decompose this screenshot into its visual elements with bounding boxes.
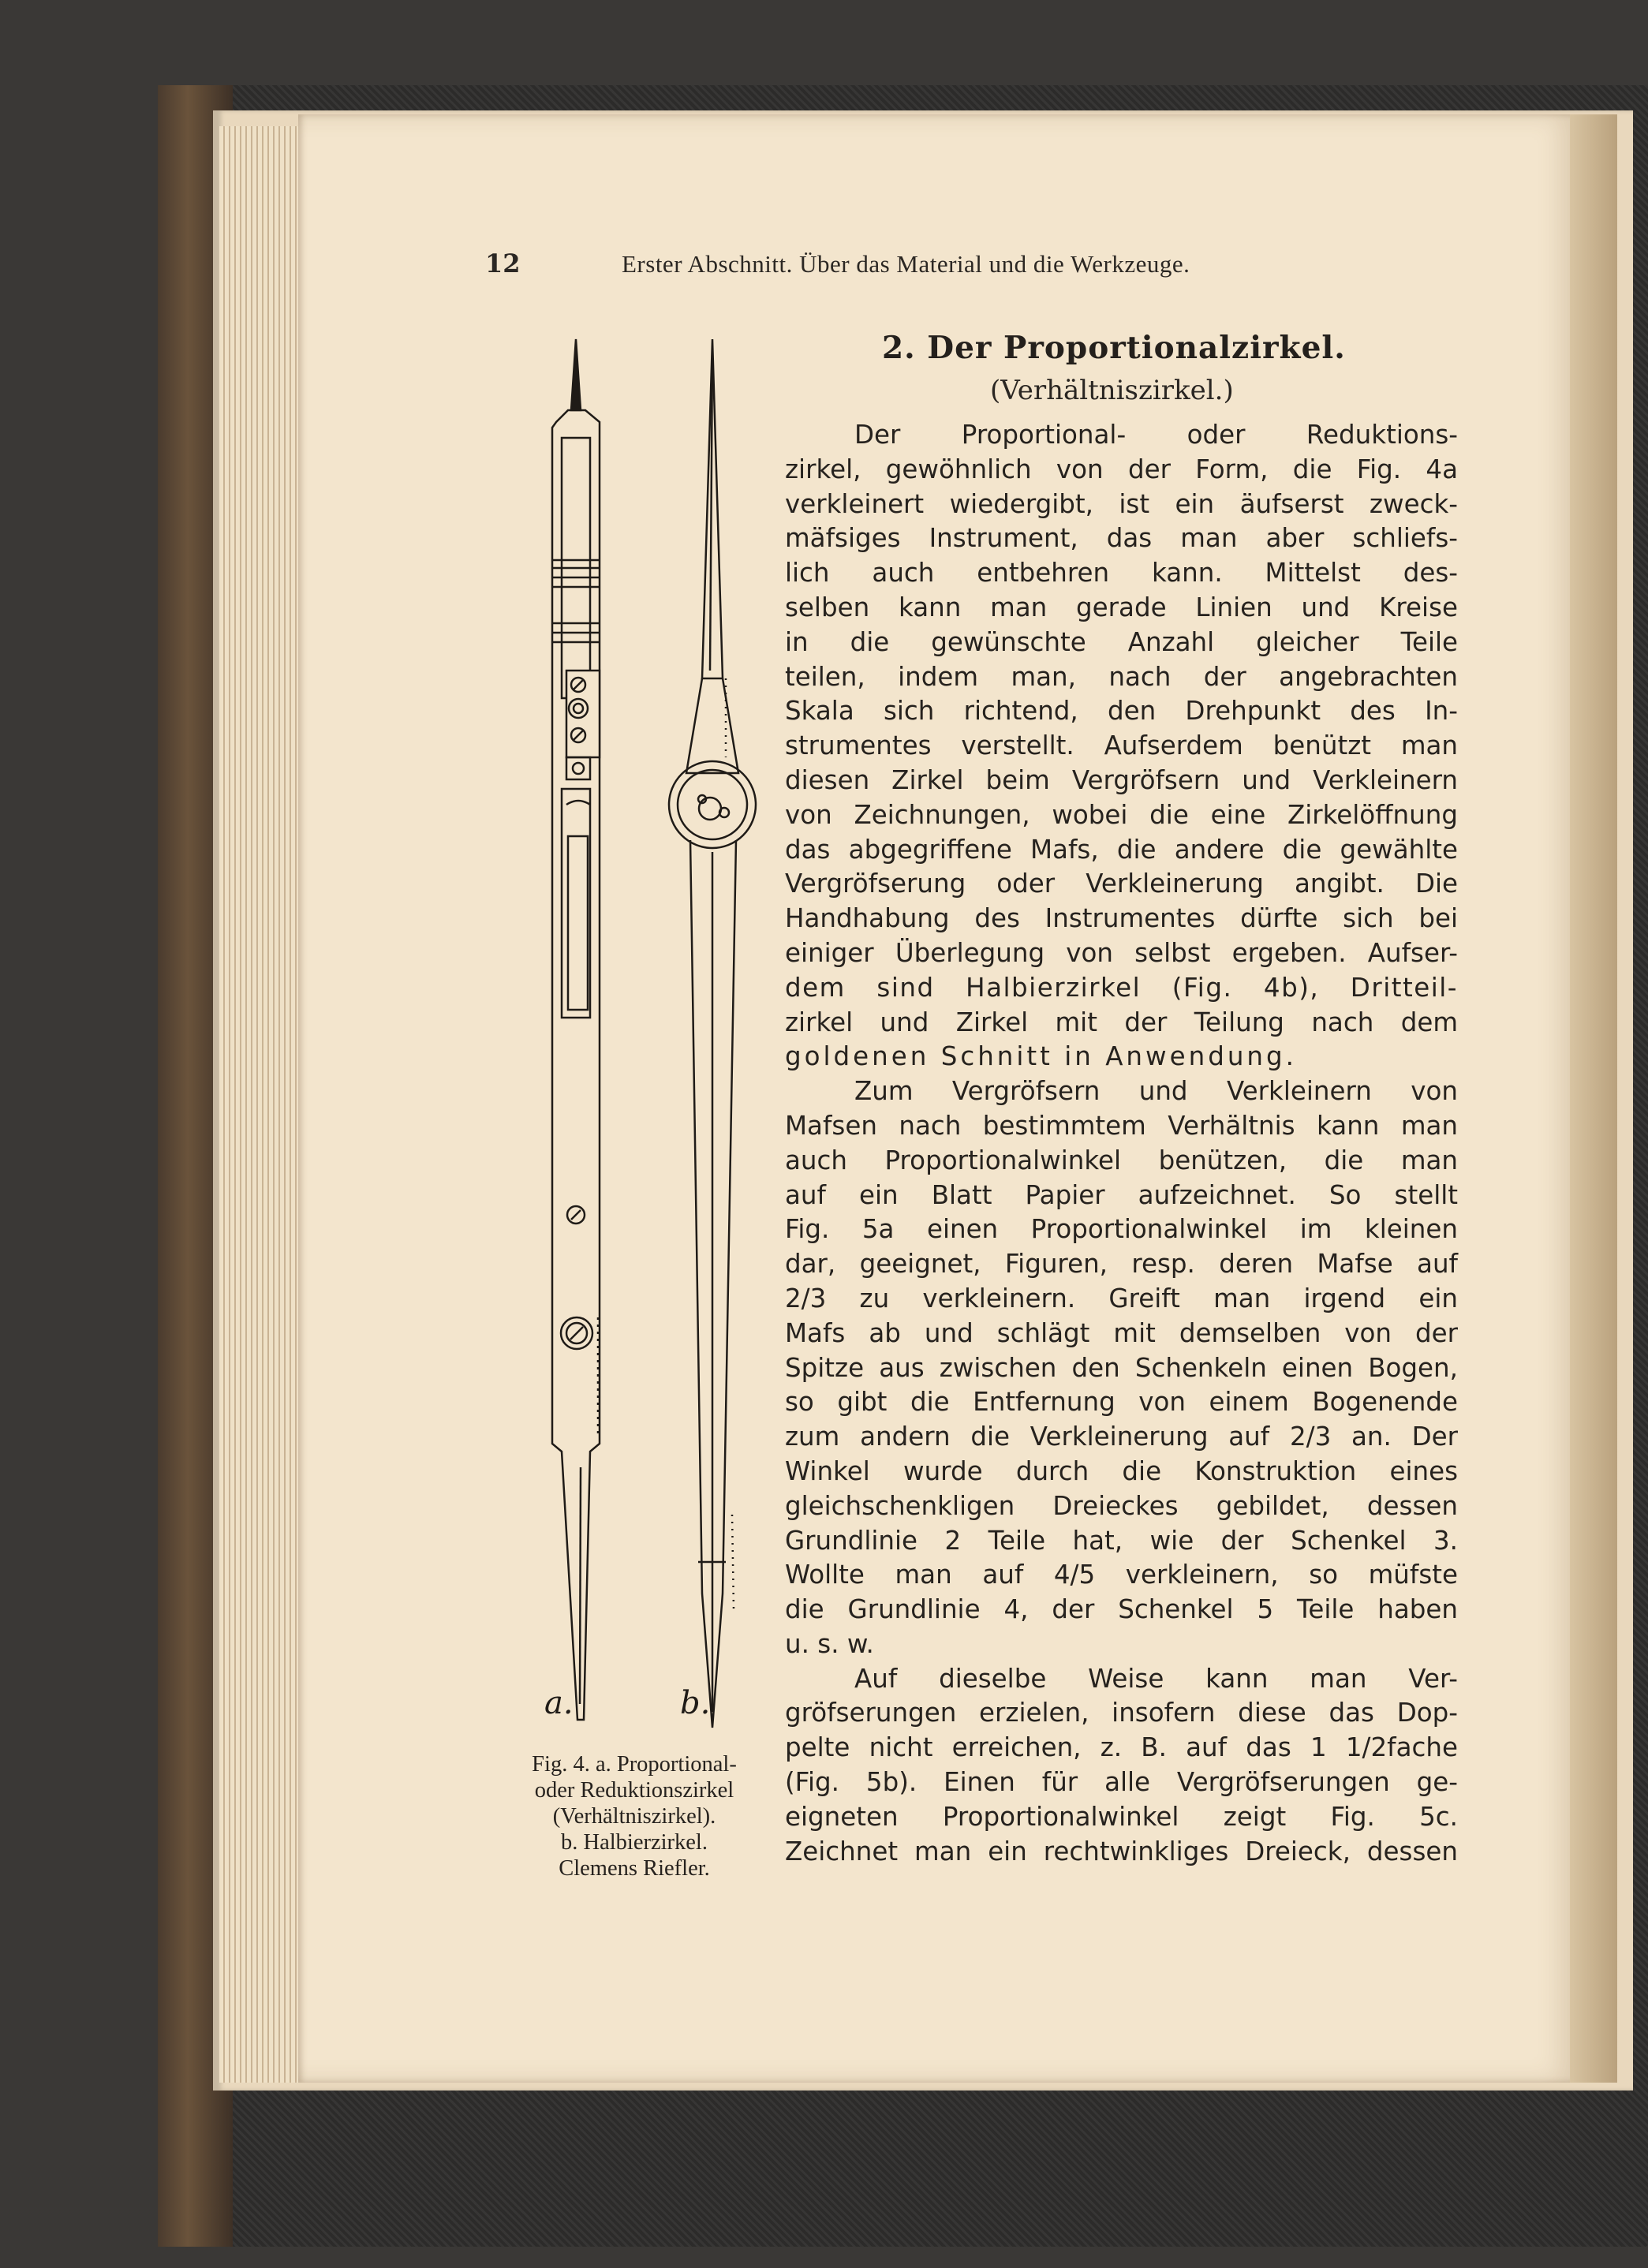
text-line: 2/3 zu verkleinern. Greift man irgend ein bbox=[785, 1283, 1458, 1313]
caption-line: b. Halbierzirkel. bbox=[561, 1830, 708, 1855]
page-stack-edges bbox=[219, 126, 306, 2083]
text-line: in die gewünschte Anzahl gleicher Teile bbox=[785, 626, 1458, 657]
text-line: die Grundlinie 4, der Schenkel 5 Teile haben bbox=[785, 1594, 1458, 1625]
body-text bbox=[785, 418, 1458, 1869]
caption-line: oder Reduktionszirkel bbox=[534, 1778, 734, 1803]
text-line: mäfsiges Instrument, das man aber schliefs- bbox=[785, 523, 1458, 554]
text-line: einiger Überlegung von selbst ergeben. Aufser- bbox=[785, 937, 1458, 968]
page-header bbox=[485, 248, 1314, 283]
text-line: gleichschenkligen Dreieckes gebildet, dessen bbox=[785, 1490, 1458, 1521]
section-title: 2. Der Proportionalzirkel. bbox=[882, 330, 1346, 366]
text-line: (Fig. 5b). Einen für alle Vergröfserungen ge- bbox=[785, 1767, 1458, 1798]
text-line: zum andern die Verkleinerung auf 2/3 an. Der bbox=[785, 1422, 1458, 1452]
text-line: Winkel wurde durch die Konstruktion eines bbox=[785, 1455, 1458, 1486]
text-line: Mafsen nach bestimmtem Verhältnis kann man bbox=[785, 1110, 1458, 1141]
text-line: so gibt die Entfernung von einem Bogenende bbox=[785, 1387, 1458, 1418]
text-line: selben kann man gerade Linien und Kreise bbox=[785, 592, 1458, 622]
figure-label-b: b. bbox=[680, 1685, 711, 1721]
text-line: das abgegriffene Mafs, die andere die gewählte bbox=[785, 834, 1458, 865]
section-subtitle: (Verhältniszirkel.) bbox=[990, 375, 1234, 406]
text-line: Grundlinie 2 Teile hat, wie der Schenkel 3. bbox=[785, 1525, 1458, 1556]
caption-line: (Verhältniszirkel). bbox=[552, 1804, 716, 1829]
caption-line: Fig. 4. a. Proportional- bbox=[532, 1752, 737, 1777]
text-line: auf ein Blatt Papier aufzeichnet. So stellt bbox=[785, 1179, 1458, 1210]
text-line: auch Proportionalwinkel benützen, die man bbox=[785, 1145, 1458, 1175]
text-line: lich auch entbehren kann. Mittelst des- bbox=[785, 558, 1458, 588]
text-line: Spitze aus zwischen den Schenkeln einen Bogen, bbox=[785, 1352, 1458, 1383]
text-line: pelte nicht erreichen, z. B. auf das 1 1/2fache bbox=[785, 1732, 1458, 1763]
text-line: Der Proportional- oder Reduktions- bbox=[854, 420, 1458, 450]
text-line: diesen Zirkel beim Vergröfsern und Verkleinern bbox=[785, 764, 1458, 795]
text-line: Handhabung des Instrumentes dürfte sich bei bbox=[785, 903, 1458, 934]
text-line: Auf dieselbe Weise kann man Ver- bbox=[854, 1663, 1458, 1694]
compass-illustration bbox=[473, 331, 805, 1736]
text-line: Zum Vergröfsern und Verkleinern von bbox=[854, 1076, 1458, 1107]
text-line: dem sind Halbierzirkel (Fig. 4b), Dritteil- bbox=[785, 972, 1458, 1003]
text-line: verkleinert wiedergibt, ist ein äufserst zweck- bbox=[785, 488, 1458, 519]
text-line: von Zeichnungen, wobei die eine Zirkelöffnung bbox=[785, 799, 1458, 830]
text-line: Mafs ab und schlägt mit demselben von der bbox=[785, 1317, 1458, 1348]
text-line: goldenen Schnitt in Anwendung. bbox=[785, 1041, 1297, 1072]
text-line: zirkel und Zirkel mit der Teilung nach dem bbox=[785, 1007, 1458, 1037]
text-line: Fig. 5a einen Proportionalwinkel im kleinen bbox=[785, 1214, 1458, 1245]
proportional-compass-drawing bbox=[552, 339, 600, 1720]
caption-line: Clemens Riefler. bbox=[559, 1856, 710, 1881]
text-line: eigneten Proportionalwinkel zeigt Fig. 5c. bbox=[785, 1801, 1458, 1832]
halving-compass-drawing bbox=[669, 339, 756, 1728]
text-line: u. s. w. bbox=[785, 1628, 874, 1659]
running-head: Erster Abschnitt. Über das Material und die Werkzeuge. bbox=[622, 250, 1190, 278]
text-line: strumentes verstellt. Aufserdem benützt man bbox=[785, 730, 1458, 761]
figure-label-a: a. bbox=[544, 1685, 574, 1721]
text-line: gröfserungen erzielen, insofern diese das Dop- bbox=[785, 1698, 1458, 1728]
text-line: Vergröfserung oder Verkleinerung angibt. Die bbox=[785, 869, 1458, 899]
text-line: Wollte man auf 4/5 verkleinern, so müfste bbox=[785, 1560, 1458, 1590]
text-line: teilen, indem man, nach der angebrachten bbox=[785, 661, 1458, 692]
page-gutter-shadow bbox=[1570, 114, 1617, 2083]
text-line: zirkel, gewöhnlich von der Form, die Fig. 4a bbox=[785, 454, 1458, 484]
figure-caption bbox=[484, 1751, 784, 1881]
text-line: dar, geeignet, Figuren, resp. deren Mafse auf bbox=[785, 1249, 1458, 1280]
text-line: Zeichnet man ein rechtwinkliges Dreieck, dessen bbox=[785, 1836, 1458, 1866]
text-line: Skala sich richtend, den Drehpunkt des In- bbox=[785, 696, 1458, 727]
figure-compasses bbox=[473, 331, 805, 1736]
page-number: 12 bbox=[485, 248, 521, 278]
